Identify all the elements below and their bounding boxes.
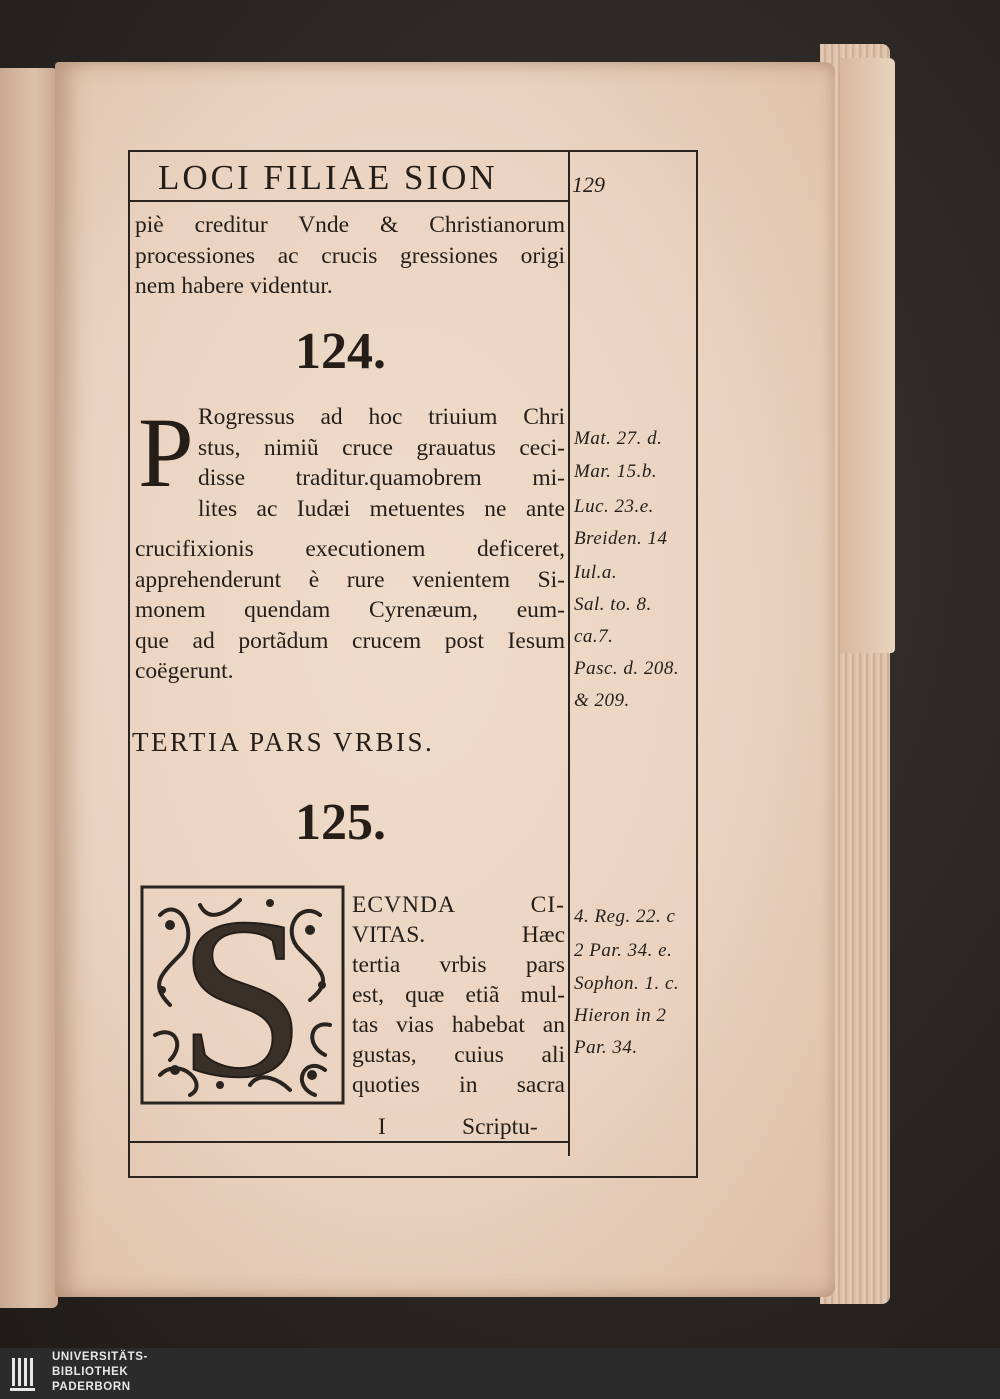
page-number: 129 [572,172,605,197]
drop-cap-p: P [138,397,194,508]
margin-note: Mat. 27. d. [574,428,663,449]
page-edge-flap [840,58,895,653]
text-line: coëgerunt. [135,658,234,684]
margin-note: ca.7. [574,626,614,647]
text-line: apprehenderunt è rure venientem Si- [135,566,565,593]
margin-note: Breiden. 14 [574,528,668,549]
signature-mark: I [378,1114,386,1140]
ornament-letter: S [178,885,306,1105]
paragraph-124-indented [198,402,565,524]
ornamental-initial-s [140,885,345,1105]
text-line: piè creditur Vnde & Christianorum [135,212,565,238]
text-line: crucifixionis executionem deficeret, [135,536,565,562]
section-heading: TERTIA PARS VRBIS. [132,727,435,757]
margin-note: Par. 34. [574,1037,638,1058]
text-line: que ad portãdum crucem post Iesum [135,627,565,654]
margin-column-rule [568,150,570,1156]
margin-note: Mar. 15.b. [574,461,658,482]
text-line: lites ac Iudæi metuentes ne ante [198,495,565,522]
margin-note: Sophon. 1. c. [574,973,680,994]
margin-note: 4. Reg. 22. c [574,906,676,927]
text-line: tas vias habebat an [352,1012,565,1038]
header-rule [128,200,568,202]
library-footer [0,1348,1000,1399]
paragraph-continued [135,210,565,302]
library-logo-icon [10,1354,38,1394]
text-line: stus, nimiũ cruce grauatus ceci- [198,434,565,461]
text-line: Rogressus ad hoc triuium Chri [198,404,565,430]
text-line: tertia vrbis pars [352,952,565,978]
text-line: disse traditur.quamobrem mi- [198,465,565,491]
paragraph-125 [352,890,565,1100]
facing-page-edge [0,68,58,1308]
section-number-125: 125. [295,794,386,851]
text-line: monem quendam Cyrenæum, eum- [135,597,565,623]
library-name-line: PADERBORN [52,1381,131,1393]
margin-note: Sal. to. 8. [574,594,652,615]
margin-note: 2 Par. 34. e. [574,940,673,961]
margin-note: & 209. [574,690,630,711]
margin-note: Luc. 23.e. [574,496,654,517]
margin-note: Hieron in 2 [574,1005,667,1026]
text-line: quoties in sacra [352,1072,565,1098]
catchword: Scriptu- [462,1114,538,1140]
library-name-line: BIBLIOTHEK [52,1366,129,1378]
paragraph-124 [135,534,565,687]
running-title: LOCI FILIAE SION [158,158,498,197]
margin-note: Pasc. d. 208. [574,658,680,679]
text-line: nem habere videntur. [135,273,333,299]
text-line: gustas, cuius ali [352,1042,565,1068]
library-name-line: UNIVERSITÄTS- [52,1351,148,1363]
text-line: ECVNDA CI- [352,892,565,918]
margin-note: Iul.a. [574,562,618,583]
section-number-124: 124. [295,323,386,380]
text-line: est, quæ etiã mul- [352,982,565,1008]
text-line: processiones ac crucis gressiones origi [135,242,565,269]
text-line: VITAS. Hæc [352,922,565,948]
